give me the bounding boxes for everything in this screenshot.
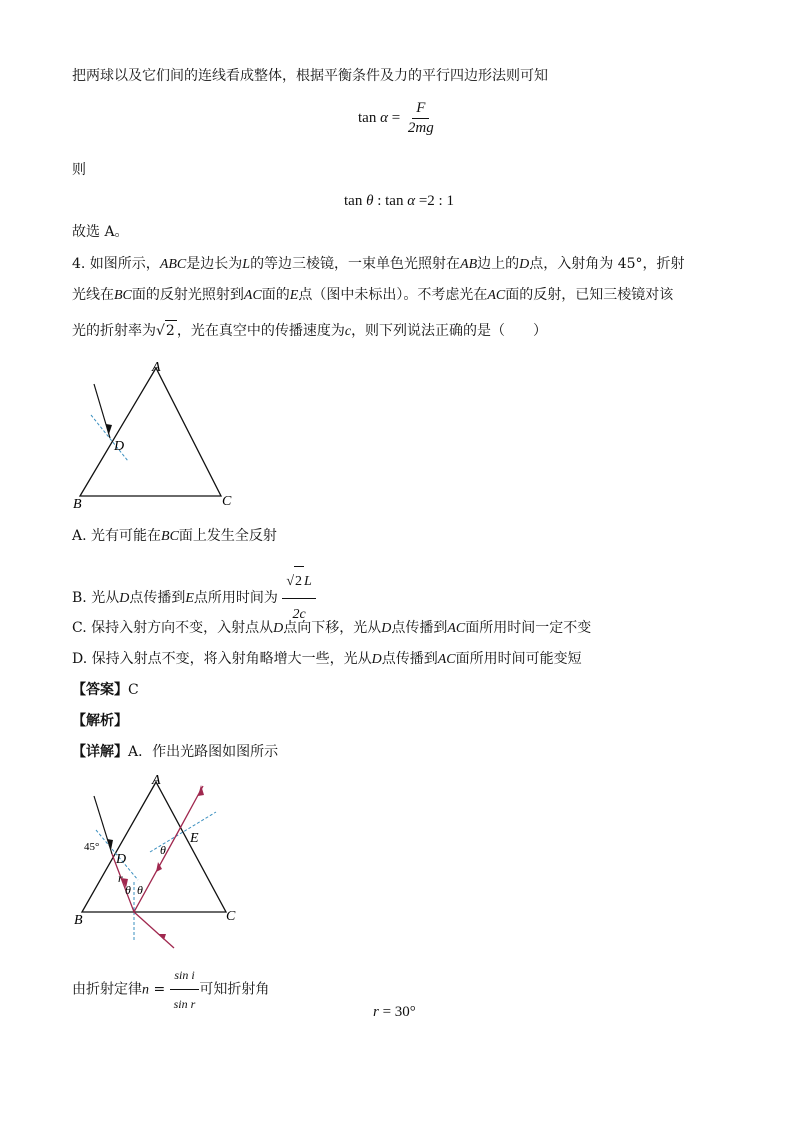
opt-c-p5: AC (447, 621, 466, 636)
option-a (72, 526, 277, 547)
result-equation (373, 1004, 416, 1021)
q4-l3-p2: ，光在真空中的传播速度为 (176, 323, 345, 339)
snell-n: n (142, 982, 149, 998)
eq1-den: 2mg (407, 120, 434, 136)
opt-b-num (282, 566, 315, 599)
equation-tan-alpha (358, 100, 438, 137)
opt-b-p2: 点传播到 (129, 590, 186, 606)
fig2-label-b: B (74, 913, 83, 928)
snell-pre: 由折射定律 (72, 981, 142, 998)
q4-l2-p5: E (289, 288, 299, 303)
snell-eq: = (149, 981, 170, 998)
eq1-var: α (380, 109, 388, 126)
eq2-fn1: tan (344, 193, 363, 209)
eq1-eq: = (391, 109, 401, 126)
detail-line (72, 742, 278, 762)
equation-ratio (344, 193, 454, 210)
prism-figure-1 (66, 356, 246, 516)
opt-b-p3: E (185, 591, 194, 606)
opt-c-p6: 面所用时间一定不变 (465, 620, 592, 636)
q4-l1-p0: 4. 如图所示， (72, 256, 160, 272)
sqrt-sign: √ (156, 323, 165, 339)
opt-d-p2: 点传播到 (381, 651, 438, 667)
opt-a-p2: 面上发生全反射 (178, 528, 277, 544)
detail-text: A．作出光路图如图所示 (128, 744, 279, 760)
opt-b-sqrt-sign: √ (286, 574, 295, 589)
fig1-label-c: C (222, 494, 232, 509)
opt-b-p4: 点所用时间为 (193, 590, 278, 606)
q4-l2-p8: 面的反射，已知三棱镜对该 (505, 287, 674, 303)
snell-den: sin r (173, 997, 196, 1011)
choose-a: 故选 A。 (72, 224, 129, 240)
fig2-theta-3: θ (160, 843, 166, 857)
q4-l1-p3: L (242, 257, 251, 272)
fig2-angle-45: 45° (84, 841, 100, 853)
q4-l2-p6: 点（图中未标出）。不考虑光在 (298, 287, 488, 303)
eq1-fraction (404, 100, 438, 137)
q4-l1-p7: D (519, 257, 530, 272)
detail-label: 【详解】 (72, 744, 128, 760)
opt-d-p4: 面所用时间可能变短 (455, 651, 582, 667)
answer-label: 【答案】 (72, 682, 128, 698)
fig2-angle-r: r (118, 871, 123, 885)
opt-d-p0: D. 保持入射点不变，将入射角略增大一些，光从 (72, 651, 372, 667)
q4-l3-p3: c (344, 324, 352, 339)
answer-line (72, 680, 139, 700)
transmitted-ray (134, 912, 174, 948)
eq1-fn: tan (358, 109, 377, 126)
q4-l2-p7: AC (487, 288, 506, 303)
q4-l3-p0: 光的折射率为 (72, 323, 156, 339)
opt-b-radicand: 2 (294, 566, 304, 597)
opt-c-p3: D (381, 621, 392, 636)
fig2-theta-2: θ (137, 883, 143, 897)
opt-b-p0: B. 光从 (72, 590, 120, 606)
opt-b-sqrt (286, 566, 304, 597)
q4-l2-p1: BC (114, 288, 132, 303)
opt-a-p1: BC (161, 529, 179, 544)
snell-post: 可知折射角 (199, 981, 270, 998)
analysis-line (72, 711, 128, 731)
answer-value: C (128, 682, 139, 698)
fig1-label-d: D (114, 439, 125, 454)
sqrt-2 (156, 320, 177, 341)
q4-l2-p2: 面的反射光照射到 (131, 287, 244, 303)
q4-l1-p4: 的等边三棱镜，一束单色光照射在 (250, 256, 461, 272)
opt-d-p1: D (371, 652, 382, 667)
opt-b-p1: D (119, 591, 130, 606)
eq2-fn2: tan (385, 193, 404, 209)
fig2-label-c: C (226, 909, 236, 924)
result-var: r (373, 1004, 379, 1020)
intro-line: 把两球以及它们间的连线看成整体，根据平衡条件及力的平行四边形法则可知 (72, 68, 548, 84)
opt-c-p2: 点向下移，光从 (283, 620, 382, 636)
then-word: 则 (72, 162, 86, 178)
q4-l2-p3: AC (243, 288, 262, 303)
q4-line2 (72, 285, 673, 306)
eq1-num: F (412, 100, 429, 119)
snell-fraction (170, 962, 200, 1017)
prism-triangle (80, 368, 221, 496)
opt-c-p1: D (273, 621, 284, 636)
q4-l2-p4: 面的 (261, 287, 290, 303)
q4-line1 (72, 254, 685, 275)
analysis-label: 【解析】 (72, 713, 128, 729)
opt-b-num-var: L (304, 574, 312, 589)
prism-figure-2 (66, 770, 266, 955)
result-val: = 30° (378, 1004, 416, 1020)
opt-d-p3: AC (437, 652, 456, 667)
option-d (72, 649, 582, 670)
sqrt-radicand: 2 (165, 320, 177, 341)
snell-line (72, 962, 269, 1017)
opt-c-p4: 点传播到 (391, 620, 448, 636)
option-c (72, 618, 591, 639)
q4-l1-p6: 边上的 (477, 256, 520, 272)
q4-l1-p8: 点，入射角为 45°，折射 (529, 256, 685, 272)
eq2-colon: : (377, 193, 382, 209)
prism-triangle-2 (82, 782, 226, 912)
fig2-label-d: D (116, 852, 127, 867)
q4-l1-p2: 是边长为 (186, 256, 243, 272)
q4-l1-p5: AB (460, 257, 478, 272)
opt-c-p0: C. 保持入射方向不变，入射点从 (72, 620, 274, 636)
snell-num: sin i (170, 962, 198, 990)
fig2-theta-1: θ (125, 883, 131, 897)
q4-l3-p4: ，则下列说法正确的是（ ） (351, 323, 548, 339)
fig2-label-e: E (190, 831, 199, 846)
fig2-label-a: A (152, 773, 161, 788)
eq2-var1: θ (366, 193, 374, 209)
fig1-label-b: B (73, 497, 82, 512)
q4-l1-p1: ABC (159, 257, 187, 272)
opt-b-den: 2c (292, 607, 306, 622)
eq2-rhs: =2 : 1 (418, 193, 454, 209)
q4-l2-p0: 光线在 (72, 287, 114, 303)
fig1-incident-ray (94, 384, 110, 438)
eq2-var2: α (407, 193, 416, 209)
opt-a-p0: A. 光有可能在 (72, 528, 162, 544)
q4-line3 (72, 320, 547, 342)
fig1-label-a: A (152, 360, 161, 375)
